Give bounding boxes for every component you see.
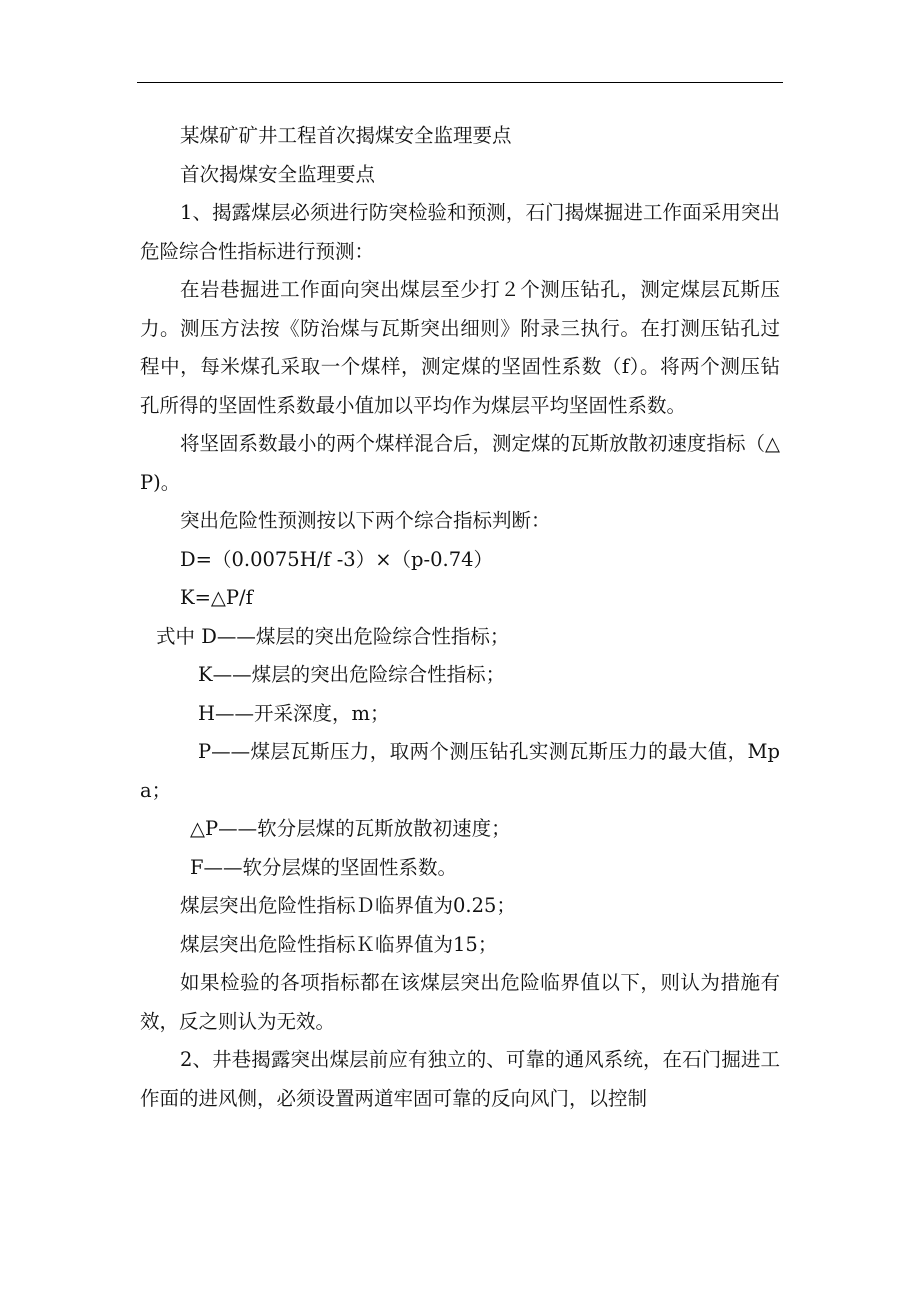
document-subtitle: 首次揭煤安全监理要点 [180,162,376,186]
document-body [140,117,780,1118]
formula-k: K=△P/f [180,586,253,609]
document-title: 某煤矿矿井工程首次揭煤安全监理要点 [180,124,512,147]
definition-h: H——开采深度，m； [198,701,390,725]
criterion-d: 煤层突出危险性指标Ｄ临界值为0.25； [180,894,516,917]
definition-p: P——煤层瓦斯压力，取两个测压钻孔实测瓦斯压力的最大值，Mpa； [140,740,780,802]
formula-d: D=（0.0075H/f -3）×（p-0.74） [180,547,494,571]
definition-d: 式中 D——煤层的突出危险综合性指标； [156,624,510,648]
paragraph-6: 2、井巷揭露突出煤层前应有独立的、可靠的通风系统，在石门掘进工作面的进风侧，必须设置两道牢固可靠的反向风门，以控制 [140,1048,780,1110]
paragraph-4: 突出危险性预测按以下两个综合指标判断： [180,509,551,532]
definition-delta-p: △P——软分层煤的瓦斯放散初速度； [190,817,511,840]
header-rule [137,82,783,83]
criterion-k: 煤层突出危险性指标Ｋ临界值为15； [180,932,498,956]
definition-f: F——软分层煤的坚固性系数。 [190,855,458,879]
paragraph-3: 将坚固系数最小的两个煤样混合后，测定煤的瓦斯放散初速度指标（△P)。 [140,432,780,494]
paragraph-1: 1、揭露煤层必须进行防突检验和预测，石门揭煤掘进工作面采用突出危险综合性指标进行预测： [140,201,780,263]
paragraph-5: 如果检验的各项指标都在该煤层突出危险临界值以下，则认为措施有效，反之则认为无效。 [140,971,780,1033]
paragraph-2: 在岩巷掘进工作面向突出煤层至少打２个测压钻孔，测定煤层瓦斯压力。测压方法按《防治煤与瓦斯突出细则》附录三执行。在打测压钻孔过程中，每米煤孔采取一个煤样，测定煤的坚固性系数（f）。将两个测压钻孔所得的坚固性系数最小值加以平均作为煤层平均坚固性系数。 [140,278,780,417]
definition-k: K——煤层的突出危险综合性指标； [198,663,506,686]
